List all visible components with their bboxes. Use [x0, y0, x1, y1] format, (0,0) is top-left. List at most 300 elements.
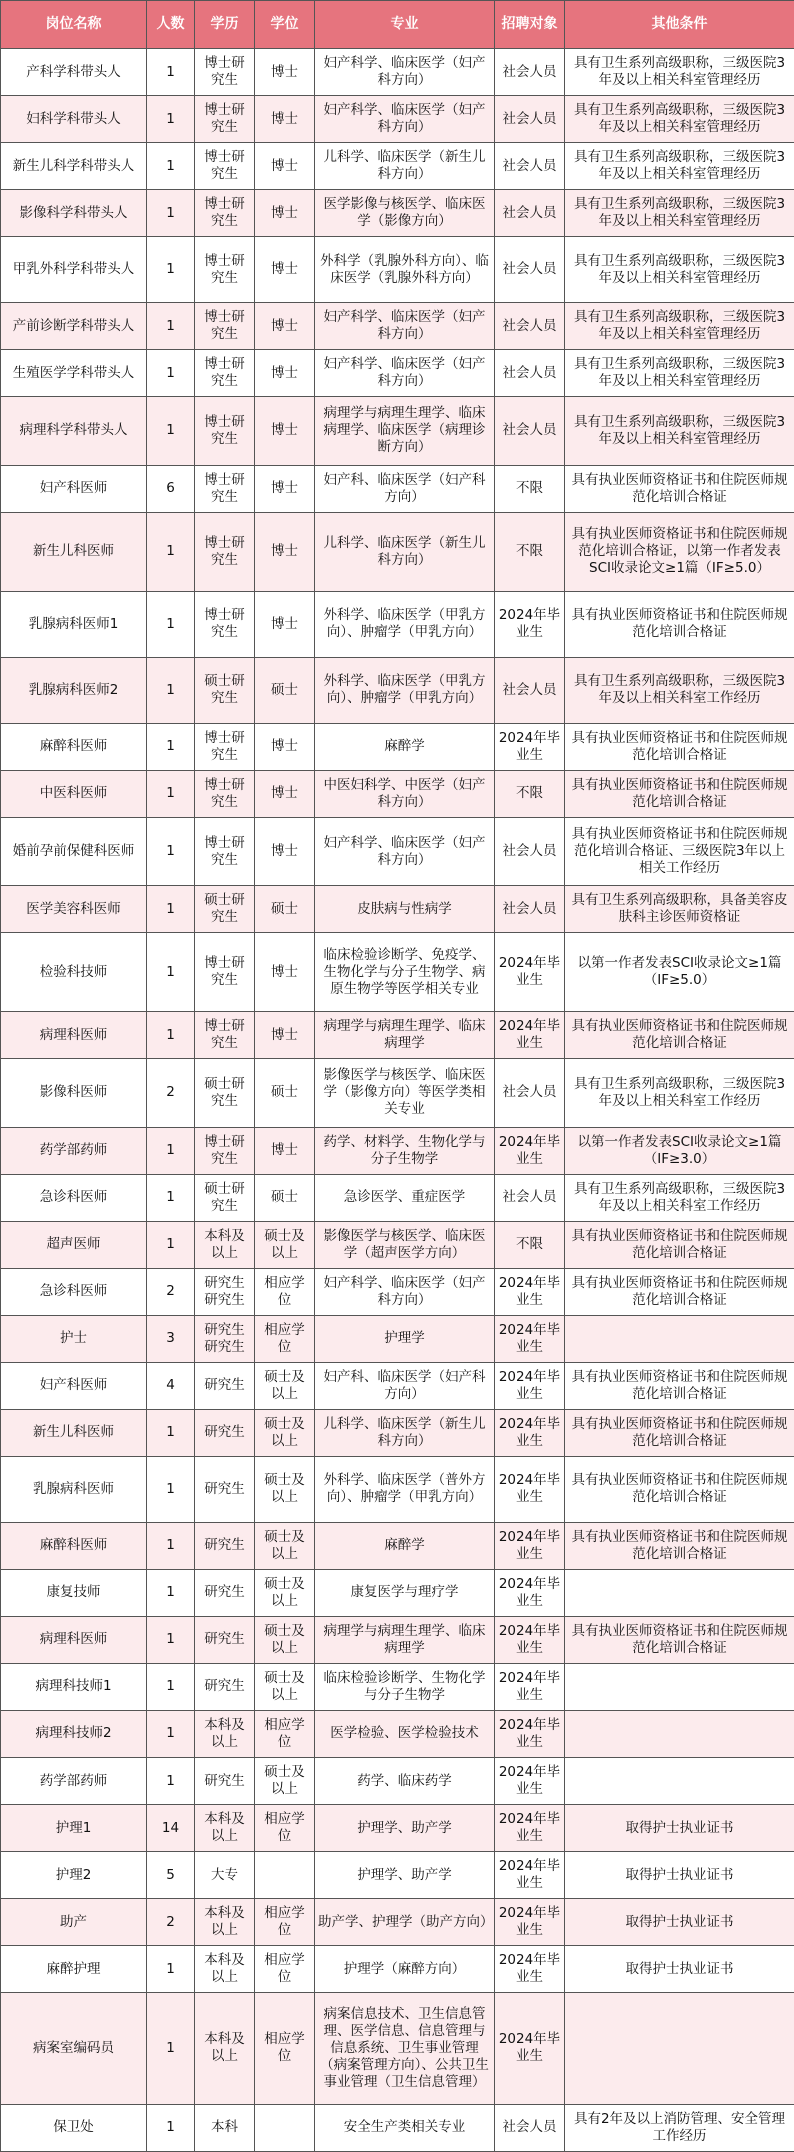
cell-post: 病理科医师: [1, 1012, 147, 1059]
cell-education: 研究生: [195, 1569, 255, 1616]
cell-post: 助产: [1, 1899, 147, 1946]
cell-count: 1: [147, 723, 195, 770]
cell-education: 研究生: [195, 1758, 255, 1805]
cell-target: 不限: [495, 1221, 565, 1268]
cell-degree: 硕士及以上: [255, 1758, 315, 1805]
cell-other: 取得护士执业证书: [565, 1852, 794, 1899]
cell-degree: 博士: [255, 512, 315, 591]
col-header-target: 招聘对象: [495, 1, 565, 49]
cell-other: 具有执业医师资格证书和住院医师规范化培训合格证: [565, 1616, 794, 1663]
cell-other: [565, 1663, 794, 1710]
cell-count: 1: [147, 1710, 195, 1757]
cell-count: 1: [147, 657, 195, 723]
cell-degree: 博士: [255, 770, 315, 817]
cell-count: 1: [147, 817, 195, 886]
cell-other: 具有执业医师资格证书和住院医师规范化培训合格证、三级医院3年以上相关工作经历: [565, 817, 794, 886]
cell-major: 护理学: [315, 1315, 495, 1362]
table-row: [1, 1899, 794, 1946]
table-row: [1, 143, 794, 190]
cell-other: 具有执业医师资格证书和住院医师规范化培训合格证: [565, 1012, 794, 1059]
cell-degree: 相应学位: [255, 1946, 315, 1993]
cell-count: 1: [147, 1946, 195, 1993]
cell-other: 具有执业医师资格证书和住院医师规范化培训合格证: [565, 465, 794, 512]
cell-major: 儿科学、临床医学（新生儿科方向）: [315, 143, 495, 190]
table-row: [1, 1663, 794, 1710]
cell-major: 病理学与病理生理学、临床病理学: [315, 1616, 495, 1663]
cell-other: 具有执业医师资格证书和住院医师规范化培训合格证: [565, 1221, 794, 1268]
cell-count: 2: [147, 1899, 195, 1946]
cell-post: 新生儿科医师: [1, 1409, 147, 1456]
cell-major: 病理学与病理生理学、临床病理学、临床医学（病理诊断方向）: [315, 397, 495, 466]
cell-other: 具有执业医师资格证书和住院医师规范化培训合格证: [565, 1456, 794, 1522]
col-header-education: 学历: [195, 1, 255, 49]
cell-post: 病案室编码员: [1, 1993, 147, 2105]
cell-major: 妇产科、临床医学（妇产科方向）: [315, 1362, 495, 1409]
table-row: [1, 1059, 794, 1128]
cell-post: 护理1: [1, 1805, 147, 1852]
cell-major: 药学、材料学、生物化学与分子生物学: [315, 1127, 495, 1174]
cell-education: 研究生: [195, 1456, 255, 1522]
table-row: [1, 723, 794, 770]
cell-post: 产科学科带头人: [1, 49, 147, 96]
cell-target: 社会人员: [495, 2104, 565, 2151]
table-body: [1, 49, 794, 2152]
table-row: [1, 49, 794, 96]
cell-count: 1: [147, 933, 195, 1012]
cell-degree: 硕士及以上: [255, 1569, 315, 1616]
cell-target: 2024年毕业生: [495, 1456, 565, 1522]
cell-degree: 博士: [255, 817, 315, 886]
col-header-degree: 学位: [255, 1, 315, 49]
cell-major: 医学检验、医学检验技术: [315, 1710, 495, 1757]
cell-major: 外科学、临床医学（普外方向）、肿瘤学（甲乳方向）: [315, 1456, 495, 1522]
cell-major: 影像医学与核医学、临床医学（超声医学方向）: [315, 1221, 495, 1268]
cell-other: 具有卫生系列高级职称，三级医院3年及以上相关科室管理经历: [565, 350, 794, 397]
cell-count: 1: [147, 1522, 195, 1569]
cell-other: 具有执业医师资格证书和住院医师规范化培训合格证: [565, 1362, 794, 1409]
cell-education: 研究生研究生: [195, 1315, 255, 1362]
cell-major: 外科学、临床医学（甲乳方向）、肿瘤学（甲乳方向）: [315, 657, 495, 723]
cell-count: 1: [147, 303, 195, 350]
cell-education: 研究生: [195, 1663, 255, 1710]
cell-target: 2024年毕业生: [495, 1409, 565, 1456]
table-row: [1, 2104, 794, 2151]
cell-post: 病理科学科带头人: [1, 397, 147, 466]
cell-degree: 硕士及以上: [255, 1409, 315, 1456]
cell-post: 护士: [1, 1315, 147, 1362]
cell-degree: 博士: [255, 723, 315, 770]
cell-education: 研究生: [195, 1409, 255, 1456]
cell-degree: 博士: [255, 143, 315, 190]
cell-degree: 相应学位: [255, 1710, 315, 1757]
cell-count: 1: [147, 96, 195, 143]
cell-count: 14: [147, 1805, 195, 1852]
cell-count: 1: [147, 1409, 195, 1456]
cell-post: 新生儿科学科带头人: [1, 143, 147, 190]
cell-target: 2024年毕业生: [495, 1362, 565, 1409]
col-header-post: 岗位名称: [1, 1, 147, 49]
cell-major: 临床检验诊断学、生物化学与分子生物学: [315, 1663, 495, 1710]
cell-count: 1: [147, 1456, 195, 1522]
cell-post: 保卫处: [1, 2104, 147, 2151]
cell-major: 护理学（麻醉方向）: [315, 1946, 495, 1993]
cell-count: 1: [147, 770, 195, 817]
cell-target: 2024年毕业生: [495, 1315, 565, 1362]
cell-other: 具有执业医师资格证书和住院医师规范化培训合格证，以第一作者发表SCI收录论文≥1篇（IF≥5.0）: [565, 512, 794, 591]
cell-major: 护理学、助产学: [315, 1852, 495, 1899]
cell-post: 乳腺病科医师: [1, 1456, 147, 1522]
cell-education: 本科及以上: [195, 1946, 255, 1993]
cell-education: 硕士研究生: [195, 1059, 255, 1128]
cell-degree: 硕士及以上: [255, 1522, 315, 1569]
cell-other: 取得护士执业证书: [565, 1805, 794, 1852]
col-header-other: 其他条件: [565, 1, 794, 49]
cell-degree: 硕士及以上: [255, 1456, 315, 1522]
cell-major: 助产学、护理学（助产方向）: [315, 1899, 495, 1946]
table-row: [1, 1805, 794, 1852]
cell-other: 具有卫生系列高级职称，三级医院3年及以上相关科室管理经历: [565, 397, 794, 466]
cell-major: 妇产科学、临床医学（妇产科方向）: [315, 1268, 495, 1315]
cell-major: 医学影像与核医学、临床医学（影像方向）: [315, 190, 495, 237]
cell-degree: 硕士及以上: [255, 1616, 315, 1663]
cell-major: 急诊医学、重症医学: [315, 1174, 495, 1221]
cell-target: 社会人员: [495, 303, 565, 350]
table-row: [1, 1012, 794, 1059]
cell-other: 具有2年及以上消防管理、安全管理工作经历: [565, 2104, 794, 2151]
cell-other: 具有执业医师资格证书和住院医师规范化培训合格证: [565, 1522, 794, 1569]
cell-major: 病理学与病理生理学、临床病理学: [315, 1012, 495, 1059]
cell-target: 2024年毕业生: [495, 1012, 565, 1059]
cell-other: 具有卫生系列高级职称，三级医院3年及以上相关科室管理经历: [565, 96, 794, 143]
cell-post: 急诊科医师: [1, 1174, 147, 1221]
cell-target: 2024年毕业生: [495, 1993, 565, 2105]
cell-post: 检验科技师: [1, 933, 147, 1012]
cell-education: 研究生: [195, 1362, 255, 1409]
cell-post: 影像科学科带头人: [1, 190, 147, 237]
cell-post: 药学部药师: [1, 1758, 147, 1805]
cell-count: 1: [147, 1616, 195, 1663]
cell-post: 中医科医师: [1, 770, 147, 817]
table-row: [1, 1710, 794, 1757]
cell-degree: 博士: [255, 350, 315, 397]
cell-major: 妇产科学、临床医学（妇产科方向）: [315, 96, 495, 143]
cell-target: 2024年毕业生: [495, 1710, 565, 1757]
cell-major: 妇产科学、临床医学（妇产科方向）: [315, 49, 495, 96]
cell-education: 本科及以上: [195, 1993, 255, 2105]
cell-education: 博士研究生: [195, 237, 255, 303]
cell-major: 儿科学、临床医学（新生儿科方向）: [315, 512, 495, 591]
table-row: [1, 350, 794, 397]
cell-target: 2024年毕业生: [495, 1569, 565, 1616]
cell-post: 病理科医师: [1, 1616, 147, 1663]
cell-target: 社会人员: [495, 49, 565, 96]
table-row: [1, 465, 794, 512]
table-row: [1, 1569, 794, 1616]
cell-target: 社会人员: [495, 350, 565, 397]
cell-target: 2024年毕业生: [495, 1946, 565, 1993]
cell-target: 社会人员: [495, 1059, 565, 1128]
cell-degree: 博士: [255, 303, 315, 350]
cell-target: 2024年毕业生: [495, 933, 565, 1012]
cell-count: 1: [147, 1012, 195, 1059]
cell-target: 2024年毕业生: [495, 1805, 565, 1852]
cell-post: 妇产科医师: [1, 1362, 147, 1409]
cell-education: 博士研究生: [195, 49, 255, 96]
cell-major: 麻醉学: [315, 1522, 495, 1569]
cell-major: 皮肤病与性病学: [315, 886, 495, 933]
cell-target: 社会人员: [495, 886, 565, 933]
cell-count: 2: [147, 1059, 195, 1128]
cell-education: 本科及以上: [195, 1221, 255, 1268]
cell-post: 超声医师: [1, 1221, 147, 1268]
table-row: [1, 1221, 794, 1268]
table-row: [1, 1852, 794, 1899]
cell-post: 麻醉护理: [1, 1946, 147, 1993]
cell-major: 外科学、临床医学（甲乳方向）、肿瘤学（甲乳方向）: [315, 591, 495, 657]
cell-post: 妇科学科带头人: [1, 96, 147, 143]
cell-post: 病理科技师1: [1, 1663, 147, 1710]
cell-count: 1: [147, 591, 195, 657]
table-row: [1, 1174, 794, 1221]
cell-major: 安全生产类相关专业: [315, 2104, 495, 2151]
table-row: [1, 190, 794, 237]
cell-degree: 硕士: [255, 657, 315, 723]
cell-post: 麻醉科医师: [1, 1522, 147, 1569]
table-row: [1, 770, 794, 817]
cell-education: 硕士研究生: [195, 1174, 255, 1221]
table-row: [1, 96, 794, 143]
cell-education: 研究生: [195, 1522, 255, 1569]
table-row: [1, 1315, 794, 1362]
cell-post: 麻醉科医师: [1, 723, 147, 770]
cell-other: [565, 1758, 794, 1805]
cell-other: [565, 1710, 794, 1757]
cell-post: 生殖医学学科带头人: [1, 350, 147, 397]
cell-other: 具有执业医师资格证书和住院医师规范化培训合格证: [565, 1409, 794, 1456]
cell-count: 1: [147, 1993, 195, 2105]
cell-degree: 相应学位: [255, 1268, 315, 1315]
cell-education: 博士研究生: [195, 1127, 255, 1174]
cell-target: 2024年毕业生: [495, 1616, 565, 1663]
cell-major: 儿科学、临床医学（新生儿科方向）: [315, 1409, 495, 1456]
cell-education: 博士研究生: [195, 512, 255, 591]
cell-major: 病案信息技术、卫生信息管理、医学信息、信息管理与信息系统、卫生事业管理（病案管理方向）、公共卫生事业管理（卫生信息管理）: [315, 1993, 495, 2105]
cell-count: 1: [147, 190, 195, 237]
table-row: [1, 1616, 794, 1663]
table-row: [1, 1127, 794, 1174]
cell-major: 临床检验诊断学、免疫学、生物化学与分子生物学、病原生物学等医学相关专业: [315, 933, 495, 1012]
cell-other: 具有卫生系列高级职称，三级医院3年及以上相关科室管理经历: [565, 49, 794, 96]
cell-target: 2024年毕业生: [495, 1522, 565, 1569]
cell-post: 急诊科医师: [1, 1268, 147, 1315]
cell-education: 本科及以上: [195, 1899, 255, 1946]
cell-target: 2024年毕业生: [495, 1852, 565, 1899]
cell-target: 2024年毕业生: [495, 723, 565, 770]
cell-degree: 博士: [255, 96, 315, 143]
cell-post: 甲乳外科学科带头人: [1, 237, 147, 303]
table-row: [1, 1522, 794, 1569]
cell-degree: 博士: [255, 237, 315, 303]
cell-count: 6: [147, 465, 195, 512]
cell-degree: 硕士: [255, 1059, 315, 1128]
cell-target: 社会人员: [495, 397, 565, 466]
table-row: [1, 512, 794, 591]
cell-post: 影像科医师: [1, 1059, 147, 1128]
cell-count: 1: [147, 397, 195, 466]
cell-education: 硕士研究生: [195, 886, 255, 933]
cell-target: 2024年毕业生: [495, 591, 565, 657]
cell-education: 本科及以上: [195, 1710, 255, 1757]
cell-degree: [255, 2104, 315, 2151]
cell-target: 不限: [495, 465, 565, 512]
cell-degree: 博士: [255, 190, 315, 237]
cell-target: 社会人员: [495, 817, 565, 886]
cell-target: 2024年毕业生: [495, 1663, 565, 1710]
table-row: [1, 1946, 794, 1993]
cell-target: 2024年毕业生: [495, 1268, 565, 1315]
cell-target: 社会人员: [495, 1174, 565, 1221]
cell-education: 博士研究生: [195, 817, 255, 886]
cell-degree: [255, 1852, 315, 1899]
cell-target: 社会人员: [495, 96, 565, 143]
cell-degree: 博士: [255, 933, 315, 1012]
cell-other: 具有卫生系列高级职称，具备美容皮肤科主诊医师资格证: [565, 886, 794, 933]
cell-post: 医学美容科医师: [1, 886, 147, 933]
cell-count: 5: [147, 1852, 195, 1899]
cell-post: 婚前孕前保健科医师: [1, 817, 147, 886]
cell-count: 1: [147, 350, 195, 397]
cell-post: 产前诊断学科带头人: [1, 303, 147, 350]
cell-education: 大专: [195, 1852, 255, 1899]
cell-other: 以第一作者发表SCI收录论文≥1篇（IF≥5.0）: [565, 933, 794, 1012]
cell-target: 2024年毕业生: [495, 1899, 565, 1946]
table-header-row: [1, 1, 794, 49]
cell-post: 护理2: [1, 1852, 147, 1899]
cell-count: 4: [147, 1362, 195, 1409]
cell-post: 病理科技师2: [1, 1710, 147, 1757]
cell-target: 社会人员: [495, 143, 565, 190]
cell-count: 1: [147, 143, 195, 190]
cell-education: 博士研究生: [195, 350, 255, 397]
cell-major: 护理学、助产学: [315, 1805, 495, 1852]
cell-major: 康复医学与理疗学: [315, 1569, 495, 1616]
cell-education: 博士研究生: [195, 397, 255, 466]
cell-other: 具有卫生系列高级职称，三级医院3年及以上相关科室工作经历: [565, 657, 794, 723]
table-row: [1, 237, 794, 303]
cell-target: 社会人员: [495, 190, 565, 237]
table-row: [1, 303, 794, 350]
cell-other: 具有卫生系列高级职称，三级医院3年及以上相关科室工作经历: [565, 1059, 794, 1128]
cell-other: 具有卫生系列高级职称，三级医院3年及以上相关科室工作经历: [565, 1174, 794, 1221]
cell-education: 本科及以上: [195, 1805, 255, 1852]
cell-count: 1: [147, 512, 195, 591]
cell-education: 博士研究生: [195, 96, 255, 143]
table-row: [1, 1362, 794, 1409]
cell-degree: 硕士及以上: [255, 1663, 315, 1710]
cell-other: [565, 1993, 794, 2105]
cell-degree: 相应学位: [255, 1993, 315, 2105]
cell-education: 博士研究生: [195, 591, 255, 657]
cell-education: 博士研究生: [195, 770, 255, 817]
cell-degree: 博士: [255, 49, 315, 96]
cell-degree: 硕士及以上: [255, 1221, 315, 1268]
cell-other: 具有卫生系列高级职称，三级医院3年及以上相关科室管理经历: [565, 237, 794, 303]
cell-degree: 硕士: [255, 886, 315, 933]
cell-degree: 博士: [255, 465, 315, 512]
cell-education: 博士研究生: [195, 303, 255, 350]
cell-count: 1: [147, 237, 195, 303]
cell-count: 2: [147, 1268, 195, 1315]
cell-post: 妇产科医师: [1, 465, 147, 512]
cell-major: 妇产科学、临床医学（妇产科方向）: [315, 303, 495, 350]
cell-target: 社会人员: [495, 237, 565, 303]
cell-other: 取得护士执业证书: [565, 1946, 794, 1993]
cell-target: 不限: [495, 512, 565, 591]
cell-degree: 相应学位: [255, 1315, 315, 1362]
cell-major: 外科学（乳腺外科方向）、临床医学（乳腺外科方向）: [315, 237, 495, 303]
cell-education: 研究生: [195, 1616, 255, 1663]
cell-major: 影像医学与核医学、临床医学（影像方向）等医学类相关专业: [315, 1059, 495, 1128]
cell-target: 社会人员: [495, 657, 565, 723]
cell-education: 博士研究生: [195, 465, 255, 512]
cell-other: 取得护士执业证书: [565, 1899, 794, 1946]
col-header-count: 人数: [147, 1, 195, 49]
cell-count: 1: [147, 49, 195, 96]
cell-education: 博士研究生: [195, 1012, 255, 1059]
cell-degree: 博士: [255, 591, 315, 657]
cell-degree: 博士: [255, 1012, 315, 1059]
cell-other: 具有卫生系列高级职称，三级医院3年及以上相关科室管理经历: [565, 143, 794, 190]
cell-target: 不限: [495, 770, 565, 817]
col-header-major: 专业: [315, 1, 495, 49]
cell-education: 本科: [195, 2104, 255, 2151]
cell-count: 1: [147, 1174, 195, 1221]
cell-post: 乳腺病科医师1: [1, 591, 147, 657]
table-row: [1, 933, 794, 1012]
cell-other: 具有执业医师资格证书和住院医师规范化培训合格证: [565, 723, 794, 770]
cell-count: 1: [147, 1569, 195, 1616]
cell-degree: 博士: [255, 1127, 315, 1174]
cell-count: 1: [147, 1758, 195, 1805]
cell-major: 麻醉学: [315, 723, 495, 770]
cell-education: 博士研究生: [195, 190, 255, 237]
table-row: [1, 657, 794, 723]
cell-degree: 硕士: [255, 1174, 315, 1221]
cell-education: 研究生研究生: [195, 1268, 255, 1315]
cell-other: 具有执业医师资格证书和住院医师规范化培训合格证: [565, 591, 794, 657]
cell-count: 1: [147, 1127, 195, 1174]
cell-major: 药学、临床药学: [315, 1758, 495, 1805]
cell-major: 中医妇科学、中医学（妇产科方向）: [315, 770, 495, 817]
cell-target: 2024年毕业生: [495, 1127, 565, 1174]
cell-other: [565, 1315, 794, 1362]
cell-other: 具有执业医师资格证书和住院医师规范化培训合格证: [565, 770, 794, 817]
cell-major: 妇产科、临床医学（妇产科方向）: [315, 465, 495, 512]
cell-post: 药学部药师: [1, 1127, 147, 1174]
cell-degree: 硕士及以上: [255, 1362, 315, 1409]
cell-degree: 相应学位: [255, 1899, 315, 1946]
cell-count: 1: [147, 1663, 195, 1710]
cell-degree: 相应学位: [255, 1805, 315, 1852]
table-row: [1, 591, 794, 657]
table-row: [1, 1993, 794, 2105]
cell-count: 1: [147, 2104, 195, 2151]
cell-education: 硕士研究生: [195, 657, 255, 723]
table-row: [1, 1758, 794, 1805]
cell-other: 具有执业医师资格证书和住院医师规范化培训合格证: [565, 1268, 794, 1315]
cell-count: 1: [147, 1221, 195, 1268]
table-row: [1, 397, 794, 466]
